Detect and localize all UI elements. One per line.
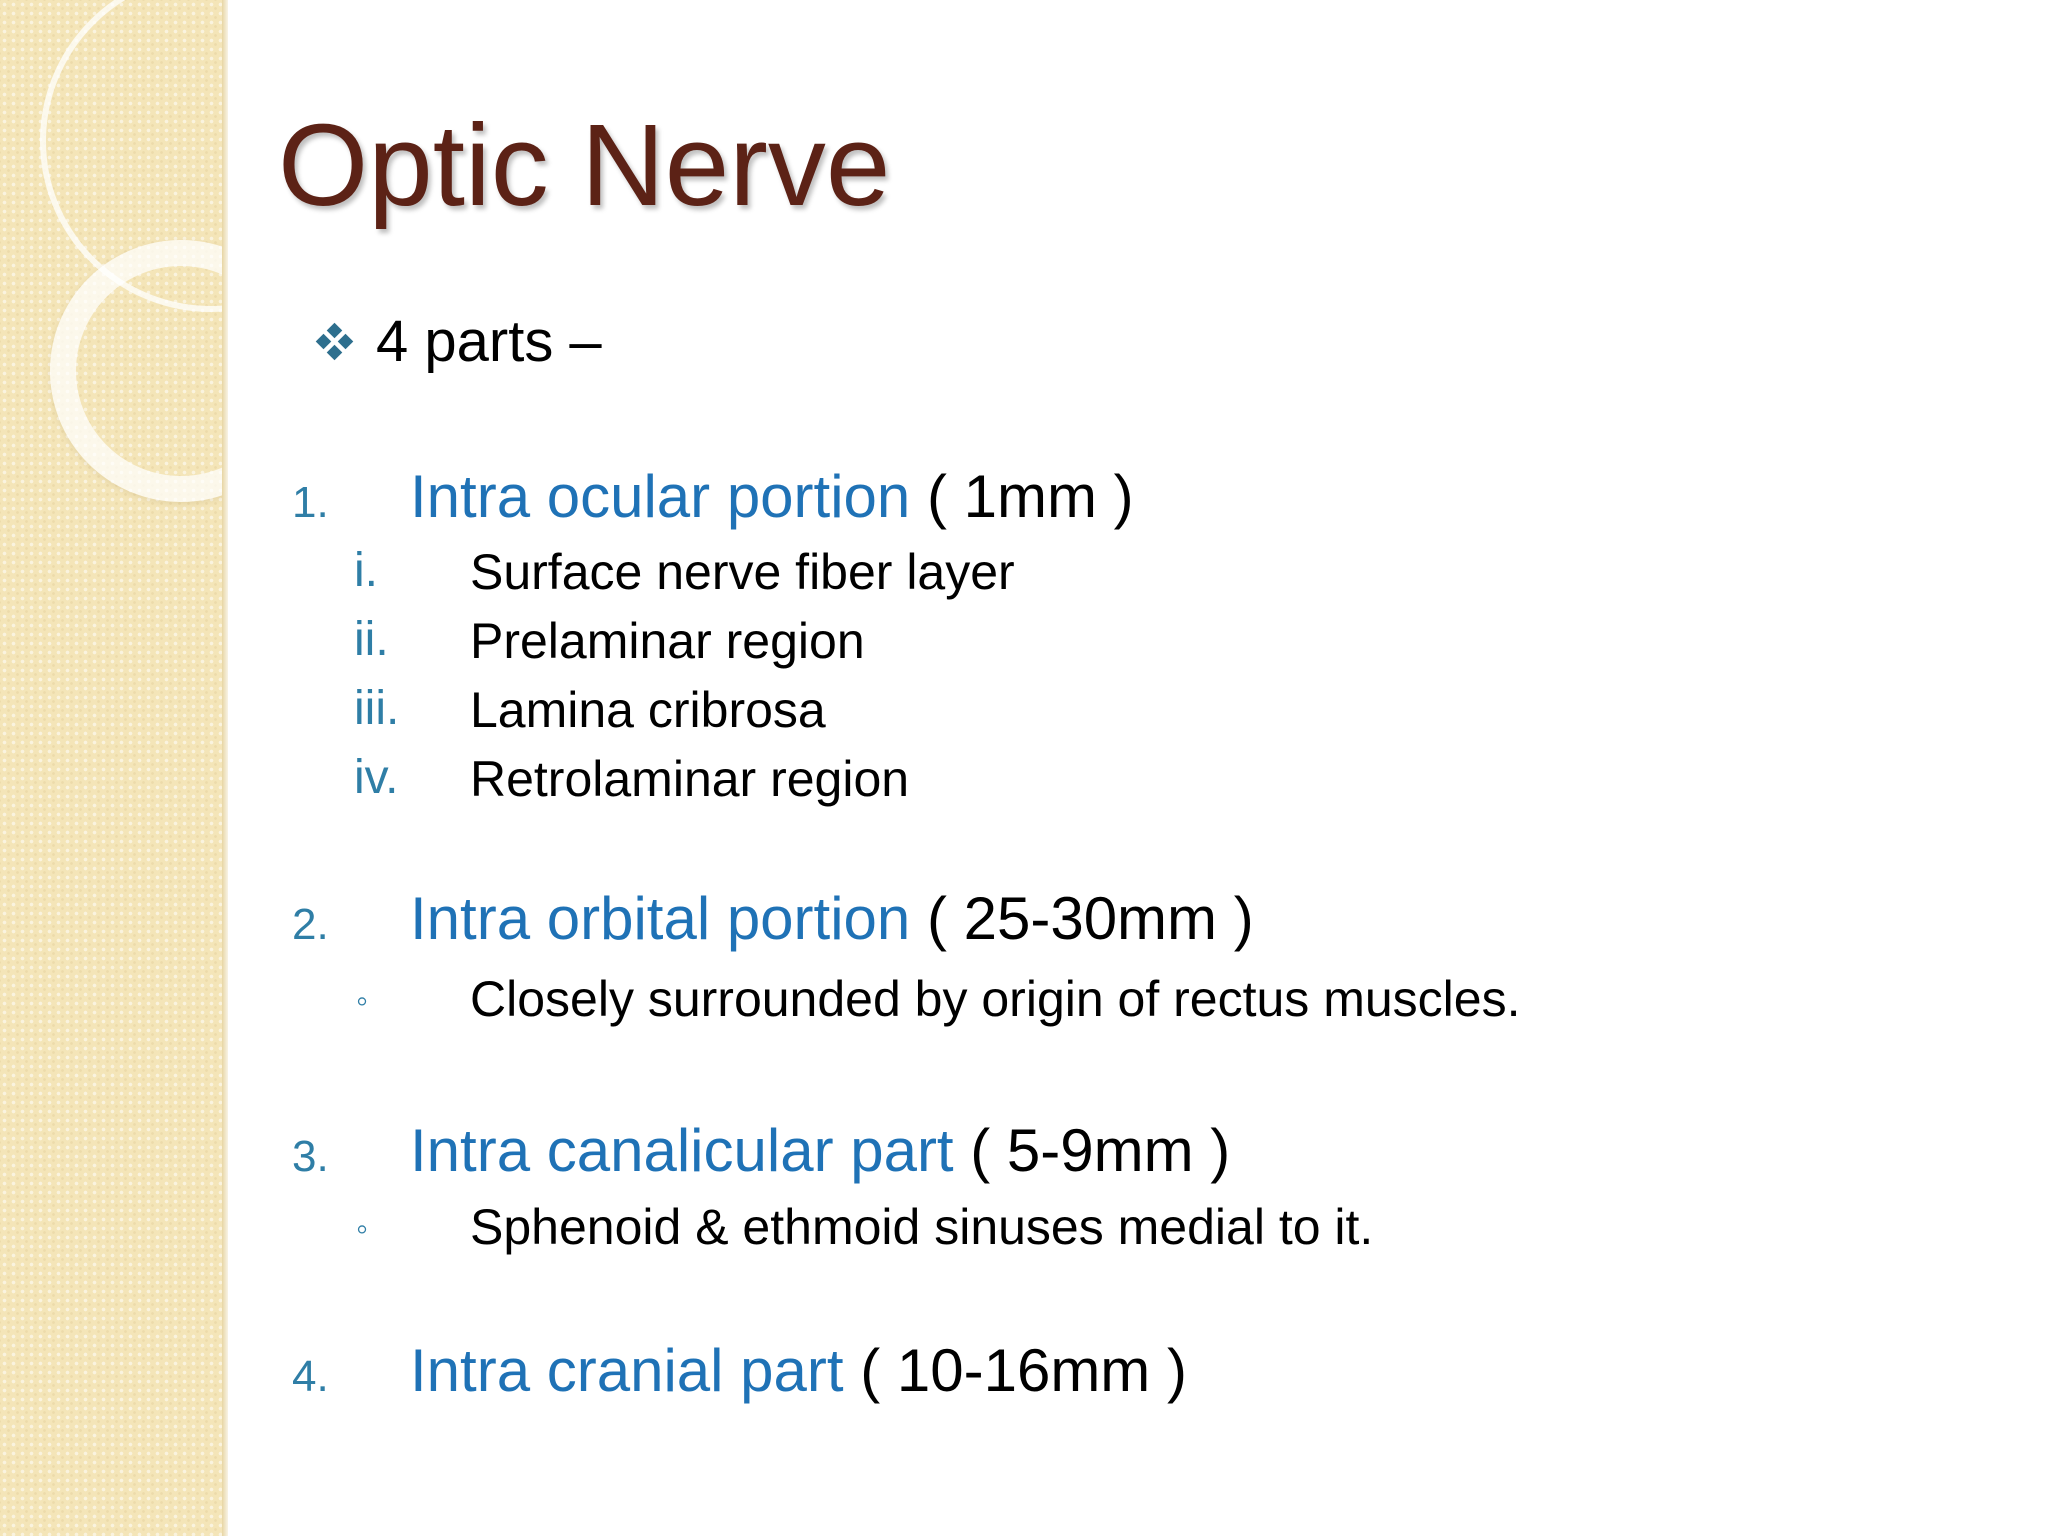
part-name: Intra orbital portion	[410, 885, 911, 952]
subitem-marker: iii.	[354, 682, 400, 735]
part-number: 2.	[292, 900, 329, 949]
part-length: ( 25-30mm )	[910, 885, 1254, 952]
decorative-side-strip	[0, 0, 228, 1536]
decorative-ring-small	[50, 240, 228, 502]
part-number: 1.	[292, 478, 329, 527]
part-heading	[410, 1336, 1187, 1405]
four-diamond-bullet-icon	[316, 323, 354, 361]
side-strip-edge	[222, 0, 228, 1536]
part-name: Intra cranial part	[410, 1337, 844, 1404]
part-length: ( 1mm )	[910, 463, 1134, 530]
subitem-text: Prelaminar region	[470, 613, 865, 669]
part-length: ( 10-16mm )	[843, 1337, 1187, 1404]
part-heading	[410, 884, 1254, 953]
subitem-marker: i.	[354, 544, 378, 597]
part-name: Intra ocular portion	[410, 463, 911, 530]
subitem-marker: ii.	[354, 613, 389, 666]
part-number: 4.	[292, 1352, 329, 1401]
part-number: 3.	[292, 1132, 329, 1181]
intro-text: 4 parts –	[376, 309, 602, 374]
subitem-marker: iv.	[354, 751, 399, 804]
subitem-text: Closely surrounded by origin of rectus muscles.	[470, 971, 1521, 1027]
intro-bullet	[316, 308, 602, 375]
part-heading	[410, 462, 1134, 531]
slide-title: Optic Nerve	[278, 100, 891, 230]
part-length: ( 5-9mm )	[953, 1117, 1231, 1184]
subitem-marker: ◦	[356, 1210, 369, 1248]
part-heading	[410, 1116, 1230, 1185]
subitem-text: Sphenoid & ethmoid sinuses medial to it.	[470, 1199, 1374, 1255]
subitem-text: Retrolaminar region	[470, 751, 910, 807]
part-name: Intra canalicular part	[410, 1117, 954, 1184]
subitem-text: Lamina cribrosa	[470, 682, 826, 738]
subitem-text: Surface nerve fiber layer	[470, 544, 1015, 600]
subitem-marker: ◦	[356, 982, 369, 1020]
